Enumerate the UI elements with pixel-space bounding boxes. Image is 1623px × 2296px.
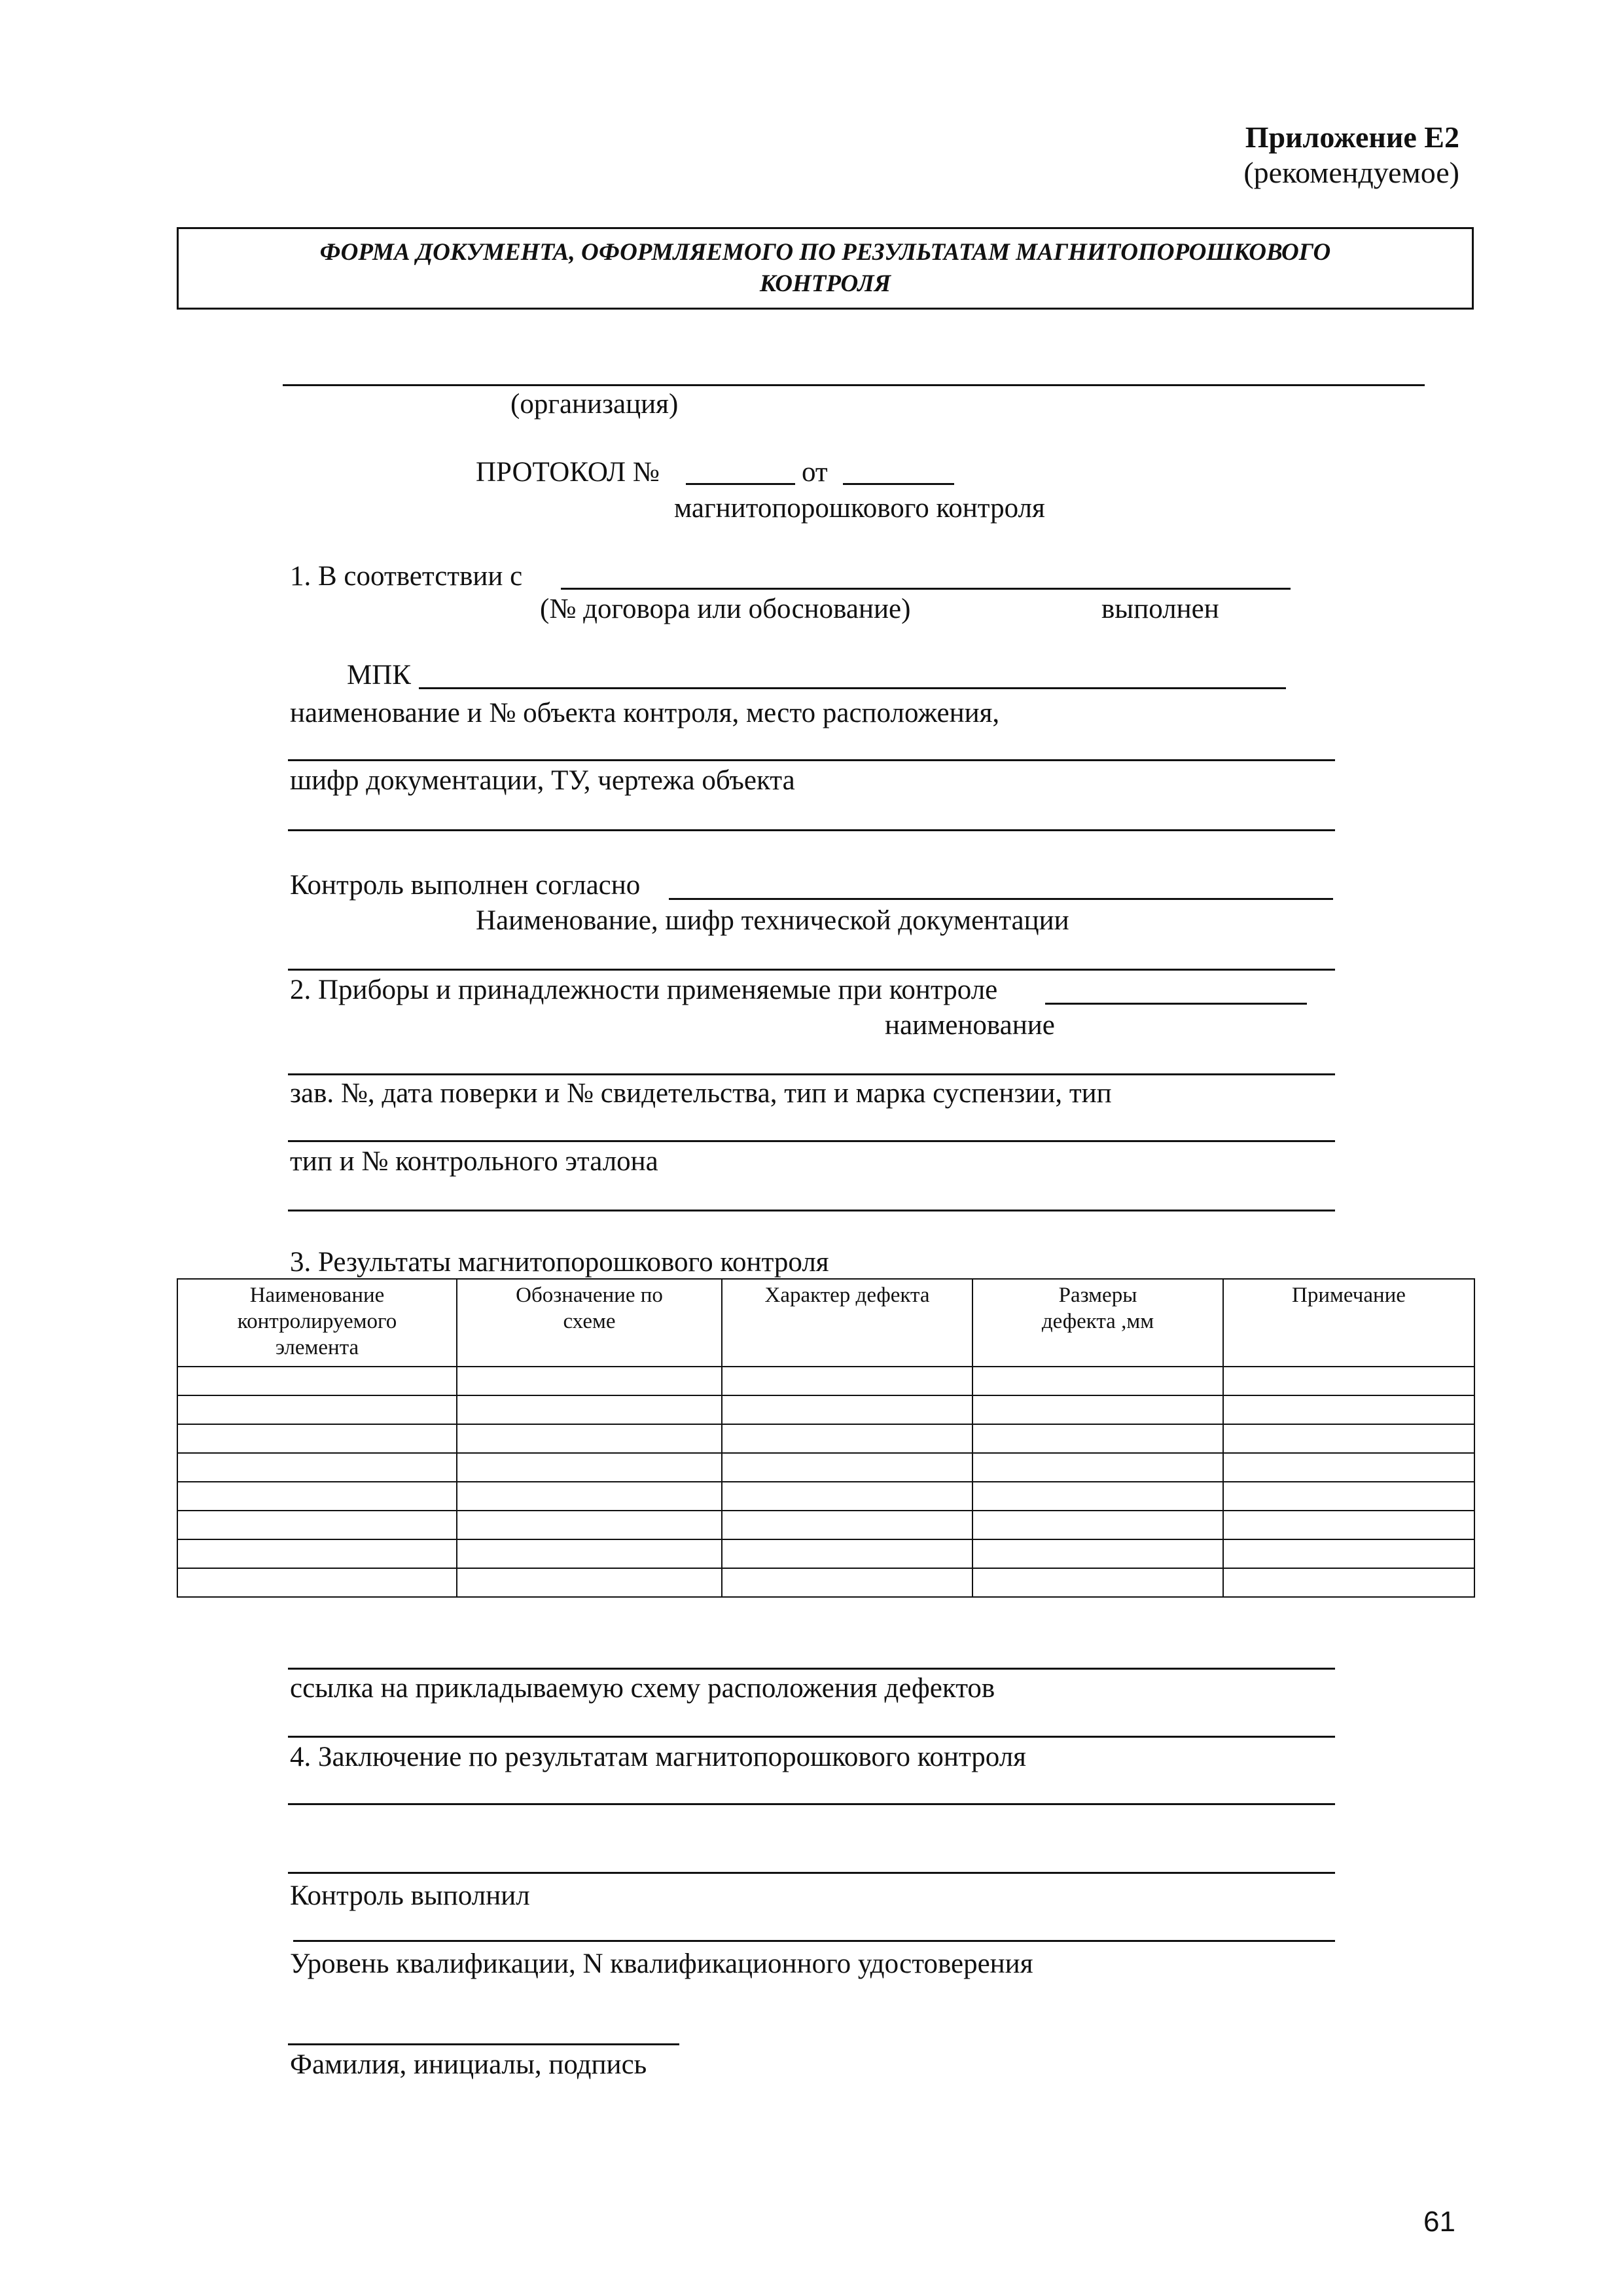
table-cell[interactable] (972, 1568, 1223, 1597)
table-cell[interactable] (457, 1453, 722, 1482)
col-element-name-line: Наименование (249, 1283, 385, 1307)
object-line[interactable] (288, 759, 1335, 761)
col-scheme-designation-line: схеме (563, 1310, 616, 1333)
table-cell[interactable] (1223, 1568, 1474, 1597)
protocol-from-label: от (802, 457, 828, 488)
results-body (177, 1367, 1474, 1597)
etalon-hint: тип и № контрольного эталона (290, 1146, 658, 1177)
protocol-subtitle: магнитопорошкового контроля (674, 493, 1045, 524)
table-cell[interactable] (722, 1511, 972, 1539)
instruments-details-line[interactable] (288, 1073, 1335, 1075)
table-cell[interactable] (972, 1482, 1223, 1511)
organization-line[interactable] (283, 384, 1425, 386)
table-cell[interactable] (177, 1568, 457, 1597)
section2-intro: 2. Приборы и принадлежности применяемые при контроле (290, 975, 998, 1005)
instruments-line[interactable] (1045, 1003, 1307, 1005)
table-cell[interactable] (177, 1453, 457, 1482)
table-cell[interactable] (177, 1424, 457, 1453)
col-defect-nature (722, 1279, 972, 1367)
table-cell[interactable] (177, 1367, 457, 1395)
table-row (177, 1511, 1474, 1539)
appendix-title: Приложение Е2 (1245, 120, 1459, 154)
table-cell[interactable] (722, 1539, 972, 1568)
table-row (177, 1395, 1474, 1424)
col-defect-size-line: дефекта ,мм (1041, 1310, 1154, 1333)
table-row (177, 1424, 1474, 1453)
col-note-line: Примечание (1292, 1283, 1406, 1307)
table-cell[interactable] (1223, 1453, 1474, 1482)
col-scheme-designation-line: Обозначение по (516, 1283, 663, 1307)
col-element-name-line: элемента (275, 1336, 359, 1359)
table-cell[interactable] (722, 1568, 972, 1597)
table-cell[interactable] (457, 1367, 722, 1395)
mpk-line[interactable] (419, 687, 1286, 689)
table-cell[interactable] (1223, 1367, 1474, 1395)
table-row (177, 1568, 1474, 1597)
form-title-line-2: КОНТРОЛЯ (759, 270, 891, 297)
defect-scheme-line[interactable] (288, 1668, 1335, 1670)
according-line[interactable] (669, 898, 1333, 900)
page-number: 61 (1423, 2206, 1455, 2238)
appendix-note: (рекомендуемое) (1243, 156, 1459, 189)
col-defect-size-line: Размеры (1058, 1283, 1137, 1307)
performed-by-line[interactable] (293, 1940, 1335, 1942)
table-row (177, 1539, 1474, 1568)
contract-hint: (№ договора или обоснование) (540, 594, 911, 624)
table-cell[interactable] (177, 1395, 457, 1424)
table-cell[interactable] (457, 1395, 722, 1424)
col-element-name-line: контролируемого (237, 1310, 397, 1333)
organization-label: (организация) (510, 389, 679, 420)
instruments-name-hint: наименование (885, 1010, 1055, 1041)
table-cell[interactable] (1223, 1424, 1474, 1453)
table-cell[interactable] (457, 1482, 722, 1511)
table-cell[interactable] (972, 1511, 1223, 1539)
tech-doc-hint: Наименование, шифр технической документации (476, 905, 1069, 936)
col-note (1223, 1279, 1474, 1367)
table-cell[interactable] (972, 1453, 1223, 1482)
form-title-line-1: ФОРМА ДОКУМЕНТА, ОФОРМЛЯЕМОГО ПО РЕЗУЛЬТАТАМ МАГНИТОПОРОШКОВОГО (319, 239, 1331, 266)
table-cell[interactable] (177, 1511, 457, 1539)
cipher-line[interactable] (288, 829, 1335, 831)
table-cell[interactable] (177, 1482, 457, 1511)
contract-line[interactable] (561, 588, 1291, 590)
table-cell[interactable] (972, 1539, 1223, 1568)
table-cell[interactable] (457, 1539, 722, 1568)
mpk-label: МПК (347, 660, 411, 691)
tech-doc-line[interactable] (288, 969, 1335, 971)
table-row (177, 1482, 1474, 1511)
protocol-number-line[interactable] (686, 483, 795, 485)
defect-scheme-hint: ссылка на прикладываемую схему расположения дефектов (290, 1673, 995, 1704)
table-cell[interactable] (457, 1568, 722, 1597)
results-header-row (177, 1279, 1474, 1367)
table-cell[interactable] (177, 1539, 457, 1568)
protocol-label: ПРОТОКОЛ № (476, 457, 660, 488)
conclusion-line-1[interactable] (288, 1803, 1335, 1805)
col-defect-nature-line: Характер дефекта (764, 1283, 930, 1307)
protocol-date-line[interactable] (843, 483, 954, 485)
qualification-label: Уровень квалификации, N квалификационного удостоверения (290, 1948, 1033, 1979)
table-cell[interactable] (722, 1453, 972, 1482)
section3-title: 3. Результаты магнитопорошкового контроля (290, 1247, 829, 1278)
table-row (177, 1367, 1474, 1395)
performed-by-label: Контроль выполнил (290, 1880, 530, 1911)
name-signature-label: Фамилия, инициалы, подпись (290, 2049, 647, 2080)
table-cell[interactable] (1223, 1395, 1474, 1424)
results-table (177, 1278, 1475, 1598)
defect-scheme-extra-line[interactable] (288, 1736, 1335, 1738)
col-element-name (177, 1279, 457, 1367)
col-scheme-designation (457, 1279, 722, 1367)
object-hint: наименование и № объекта контроля, место расположения, (290, 698, 1000, 728)
table-cell[interactable] (457, 1424, 722, 1453)
form-title-box (177, 227, 1474, 310)
table-cell[interactable] (722, 1395, 972, 1424)
section1-intro: 1. В соответствии с (290, 561, 523, 592)
table-cell[interactable] (722, 1367, 972, 1395)
performed-label: выполнен (1101, 594, 1219, 624)
table-cell[interactable] (972, 1395, 1223, 1424)
col-defect-size (972, 1279, 1223, 1367)
table-cell[interactable] (1223, 1482, 1474, 1511)
table-cell[interactable] (972, 1367, 1223, 1395)
cipher-hint: шифр документации, ТУ, чертежа объекта (290, 765, 795, 796)
table-row (177, 1453, 1474, 1482)
section2-extra-line[interactable] (288, 1210, 1335, 1211)
section4-title: 4. Заключение по результатам магнитопорошкового контроля (290, 1742, 1026, 1772)
etalon-line[interactable] (288, 1140, 1335, 1142)
according-label: Контроль выполнен согласно (290, 870, 641, 901)
table-cell[interactable] (1223, 1539, 1474, 1568)
instruments-details-hint: зав. №, дата поверки и № свидетельства, тип и марка суспензии, тип (290, 1078, 1112, 1109)
conclusion-line-2[interactable] (288, 1872, 1335, 1874)
table-cell[interactable] (1223, 1511, 1474, 1539)
table-cell[interactable] (722, 1424, 972, 1453)
table-cell[interactable] (972, 1424, 1223, 1453)
table-cell[interactable] (457, 1511, 722, 1539)
table-cell[interactable] (722, 1482, 972, 1511)
signature-line[interactable] (288, 2043, 679, 2045)
